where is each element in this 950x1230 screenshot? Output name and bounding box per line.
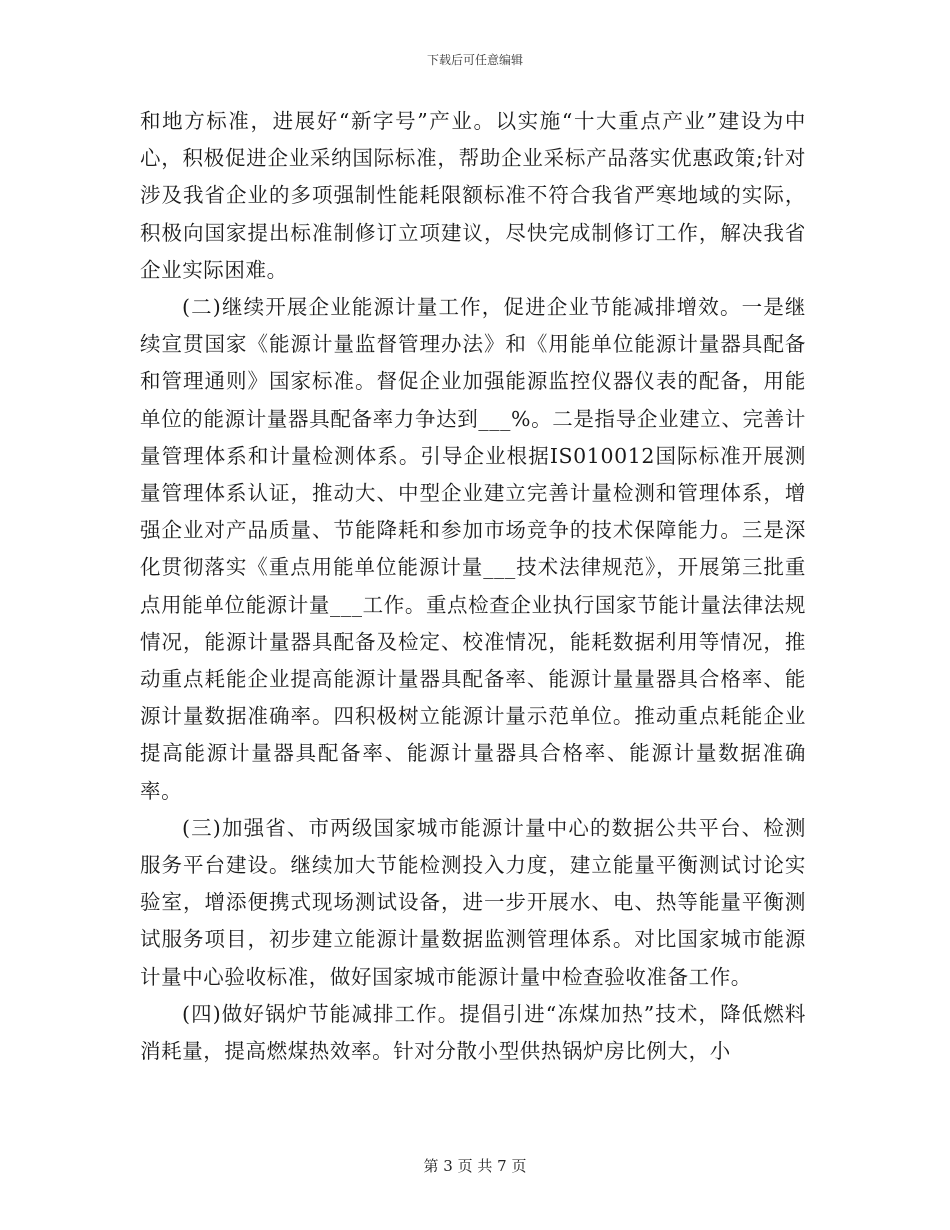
page-header: 下载后可任意编辑 [426,53,523,67]
paragraph-boiler-emissions: (四)做好锅炉节能减排工作。提倡引进“冻煤加热”技术，降低燃料消耗量，提高燃煤热效率。针对分散小型供热锅炉房比例大，小 [140,1001,806,1064]
paragraph-metering-centers: (三)加强省、市两级国家城市能源计量中心的数据公共平台、检测服务平台建设。继续加大节能检测投入力度，建立能量平衡测试讨论实验室，增添便携式现场测试设备，进一步开展水、电、热等能量平衡测试服务项目，初步建立能源计量数据监测管理体系。对比国家城市能源计量中心验收标准，做好国家城市能源计量中检查验收准备工作。 [140,815,806,989]
page-number-footer: 第 3 页 共 7 页 [423,1157,527,1175]
paragraph-standards: 和地方标准，进展好“新字号”产业。以实施“十大重点产业”建设为中心，积极促进企业采纳国际标准，帮助企业采标产品落实优惠政策;针对涉及我省企业的多项强制性能耗限额标准不符合我省严寒地域的实际，积极向国家提出标准制修订立项建议，尽快完成制修订工作，解决我省企业实际困难。 [140,109,806,282]
document-body [140,103,806,1070]
paragraph-energy-metering: (二)继续开展企业能源计量工作，促进企业节能减排增效。一是继续宣贯国家《能源计量监督管理办法》和《用能单位能源计量器具配备和管理通则》国家标准。督促企业加强能源监控仪器仪表的配备，用能单位的能源计量器具配备率力争达到___%。二是指导企业建立、完善计量管理体系和计量检测体系。引导企业根据IS010012国际标准开展测量管理体系认证，推动大、中型企业建立完善计量检测和管理体系，增强企业对产品质量、节能降耗和参加市场竞争的技术保障能力。三是深化贯彻落实《重点用能单位能源计量___技术法律规范》，开展第三批重点用能单位能源计量___工作。重点检查企业执行国家节能计量法律法规情况，能源计量器具配备及检定、校准情况，能耗数据利用等情况，推动重点耗能企业提高能源计量器具配备率、能源计量量器具合格率、能源计量数据准确率。四积极树立能源计量示范单位。推动重点耗能企业提高能源计量器具配备率、能源计量器具合格率、能源计量数据准确率。 [140,295,806,803]
